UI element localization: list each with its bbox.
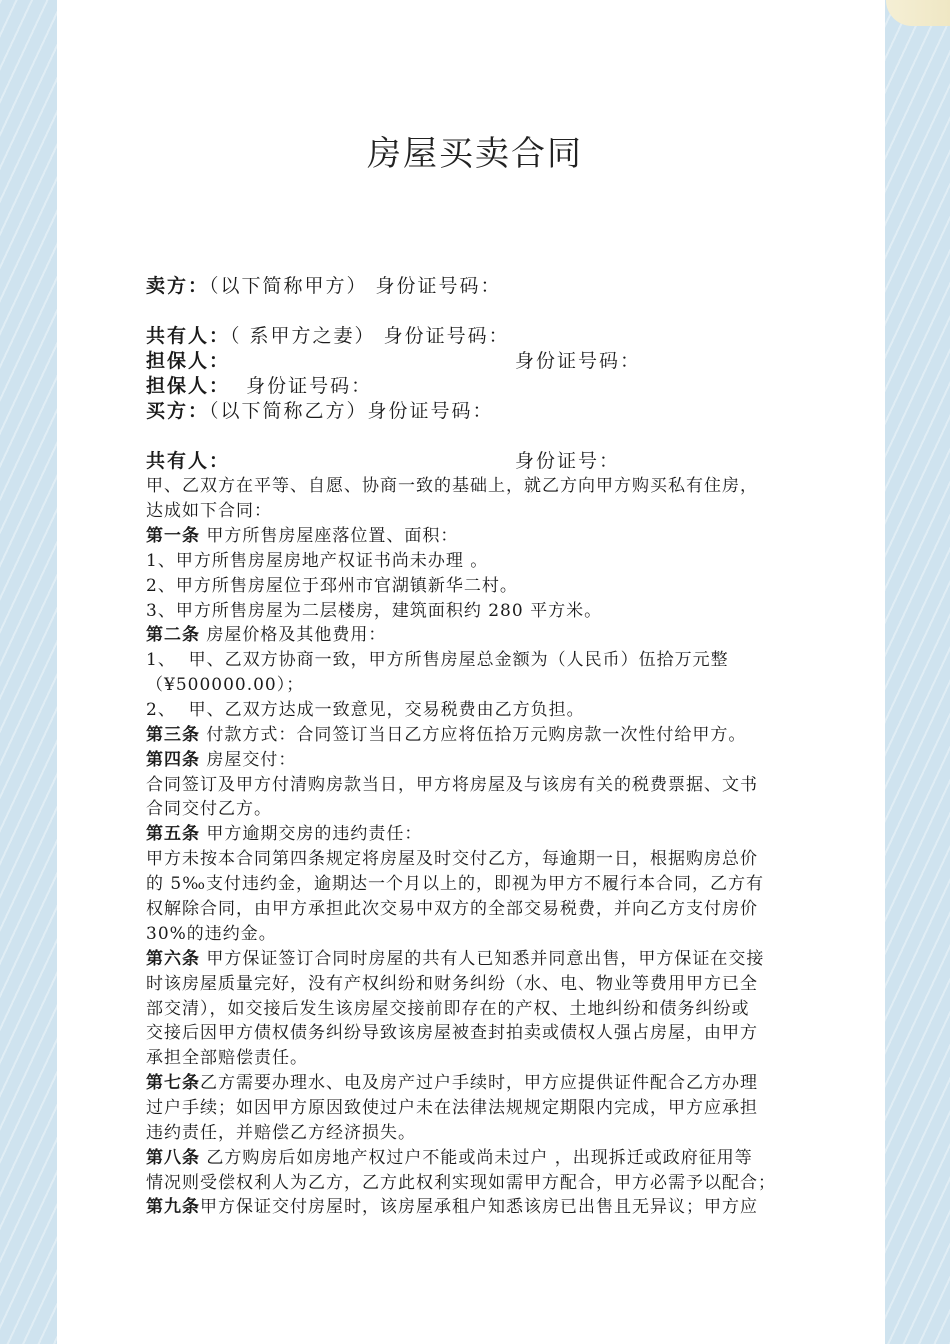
intro-line-1: 甲、乙双方在平等、自愿、协商一致的基础上，就乙方向甲方购买私有住房， [146, 476, 758, 496]
article-6-line: 承担全部赔偿责任。 [146, 1048, 308, 1068]
article-4-line: 合同交付乙方。 [146, 799, 272, 819]
article-1-heading: 第一条 甲方所售房屋座落位置、面积： [146, 526, 459, 546]
article-5-line: 甲方未按本合同第四条规定将房屋及时交付乙方，每逾期一日，根据购房总价 [146, 849, 758, 869]
article-7-heading: 第七条乙方需要办理水、电及房产过户手续时，甲方应提供证件配合乙方办理 [146, 1073, 758, 1093]
article-2-item: （¥500000.00）； [146, 675, 305, 695]
buyer-line: 买方：（以下简称乙方）身份证号码： [146, 400, 494, 422]
article-2-heading: 第二条 房屋价格及其他费用： [146, 625, 387, 645]
article-1-item: 1、甲方所售房屋房地产权证书尚未办理 。 [146, 551, 489, 571]
article-1-item: 2、甲方所售房屋位于邳州市官湖镇新华二村。 [146, 576, 518, 596]
article-2-item: 2、 甲、乙双方达成一致意见，交易税费由乙方负担。 [146, 700, 585, 720]
article-8-heading: 第八条 乙方购房后如房地产权过户不能或尚未过户 ，出现拆迁或政府征用等 [146, 1148, 753, 1168]
document-title: 房屋买卖合同 [367, 134, 583, 174]
article-4-line: 合同签订及甲方付清购房款当日，甲方将房屋及与该房有关的税费票据、文书 [146, 775, 758, 795]
corner-decoration [886, 0, 950, 26]
article-7-line: 违约责任，并赔偿乙方经济损失。 [146, 1123, 416, 1143]
article-6-heading: 第六条 甲方保证签订合同时房屋的共有人已知悉并同意出售，甲方保证在交接 [146, 949, 765, 969]
seller-line: 卖方：（以下简称甲方） 身份证号码： [146, 275, 502, 297]
article-3: 第三条 付款方式：合同签订当日乙方应将伍拾万元购房款一次性付给甲方。 [146, 725, 747, 745]
article-5-line: 30%的违约金。 [146, 924, 277, 944]
article-5-line: 权解除合同，由甲方承担此次交易中双方的全部交易税费，并向乙方支付房价 [146, 899, 758, 919]
article-5-line: 的 5‰支付违约金，逾期达一个月以上的，即视为甲方不履行本合同，乙方有 [146, 874, 765, 894]
article-6-line: 时该房屋质量完好，没有产权纠纷和财务纠纷（水、电、物业等费用甲方已全 [146, 974, 758, 994]
article-5-heading: 第五条 甲方逾期交房的违约责任： [146, 824, 423, 844]
article-7-line: 过户手续；如因甲方原因致使过户未在法律法规规定期限内完成，甲方应承担 [146, 1098, 758, 1118]
co-owner-line-2: 共有人： [146, 450, 231, 472]
guarantor-line-2: 担保人： 身份证号码： [146, 375, 373, 397]
co-owner-line-1: 共有人：（ 系甲方之妻） 身份证号码： [146, 325, 510, 347]
co-owner-2-id-label: 身份证号： [515, 450, 621, 472]
guarantor-1-id-label: 身份证号码： [515, 350, 642, 372]
article-6-line: 交接后因甲方债权债务纠纷导致该房屋被查封拍卖或债权人强占房屋，由甲方 [146, 1023, 758, 1043]
article-1-item: 3、甲方所售房屋为二层楼房，建筑面积约 280 平方米。 [146, 601, 603, 621]
guarantor-line-1: 担保人： [146, 350, 231, 372]
article-6-line: 部交清），如交接后发生该房屋交接前即存在的产权、土地纠纷和债务纠纷或 [146, 999, 750, 1019]
article-9-heading: 第九条甲方保证交付房屋时，该房屋承租户知悉该房已出售且无异议；甲方应 [146, 1197, 758, 1217]
intro-line-2: 达成如下合同： [146, 501, 272, 521]
article-2-item: 1、 甲、乙双方协商一致，甲方所售房屋总金额为（人民币）伍拾万元整 [146, 650, 729, 670]
article-4-heading: 第四条 房屋交付： [146, 750, 297, 770]
article-8-line: 情况则受偿权利人为乙方，乙方此权利实现如需甲方配合，甲方必需予以配合； [146, 1173, 776, 1193]
